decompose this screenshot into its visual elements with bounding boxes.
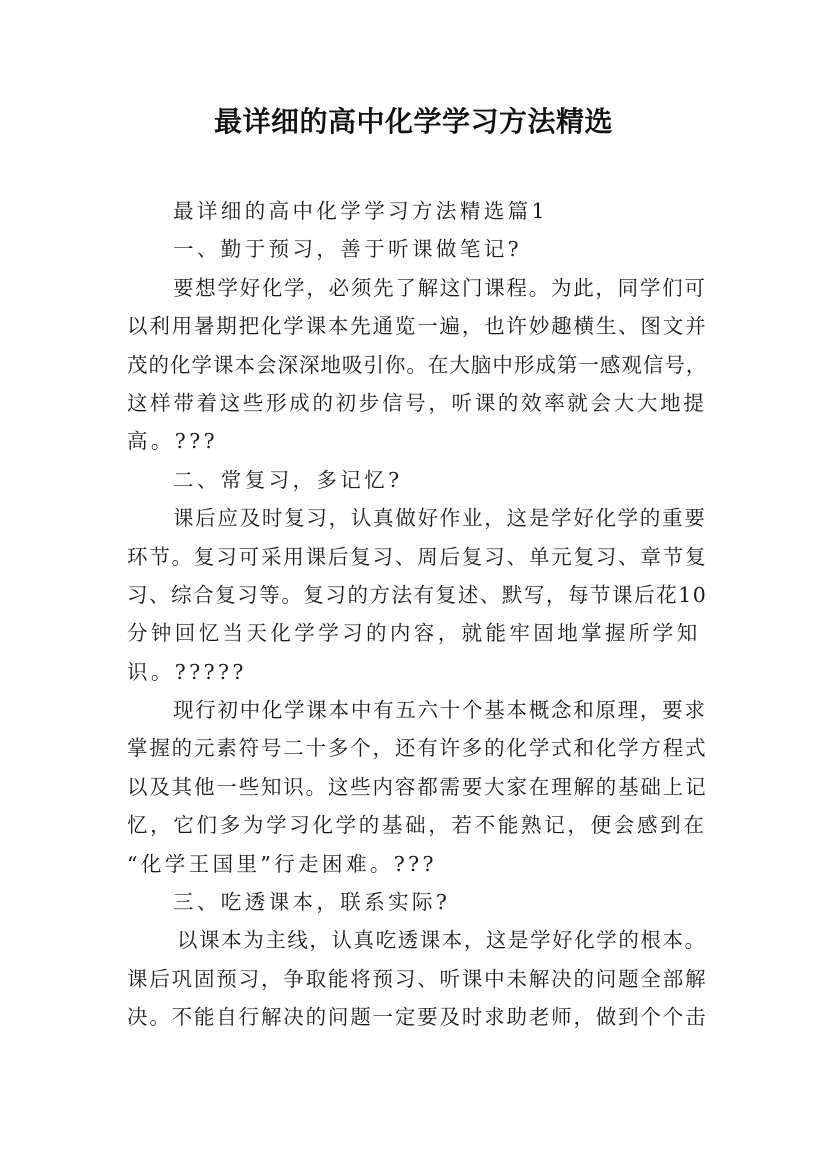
body-line: 环节。复习可采用课后复习、周后复习、单元复习、章节复 bbox=[127, 544, 708, 569]
body-line: 以课本为主线，认真吃透课本，这是学好化学的根本。 bbox=[177, 928, 707, 953]
body-line: 三、吃透课本，联系实际? bbox=[173, 890, 451, 915]
body-line: 二、常复习，多记忆? bbox=[173, 467, 403, 492]
body-line: “化学王国里”行走困难。??? bbox=[127, 851, 437, 876]
body-line: 一、勤于预习，善于听课做笔记? bbox=[173, 237, 522, 262]
body-line: 掌握的元素符号二十多个，还有许多的化学式和化学方程式 bbox=[127, 736, 708, 761]
body-line: 高。??? bbox=[127, 429, 218, 454]
body-line: 识。????? bbox=[127, 659, 247, 684]
body-line: 习、综合复习等。复习的方法有复述、默写，每节课后花10 bbox=[127, 582, 708, 607]
body-line: 现行初中化学课本中有五六十个基本概念和原理，要求 bbox=[173, 698, 707, 723]
document-title: 最详细的高中化学学习方法精选 bbox=[213, 105, 613, 138]
body-line: 以利用暑期把化学课本先通览一遍，也许妙趣横生、图文并 bbox=[127, 314, 708, 339]
body-line: 分钟回忆当天化学学习的内容，就能牢固地掌握所学知 bbox=[127, 621, 701, 646]
body-line: 要想学好化学，必须先了解这门课程。为此，同学们可 bbox=[173, 275, 707, 300]
body-line: 这样带着这些形成的初步信号，听课的效率就会大大地提 bbox=[127, 390, 707, 415]
body-line: 茂的化学课本会深深地吸引你。在大脑中形成第一感观信号， bbox=[127, 352, 708, 377]
document-body bbox=[127, 192, 707, 1037]
body-line: 以及其他一些知识。这些内容都需要大家在理解的基础上记 bbox=[127, 774, 708, 799]
body-line: 最详细的高中化学学习方法精选篇1 bbox=[173, 199, 548, 223]
body-line: 课后应及时复习，认真做好作业，这是学好化学的重要 bbox=[173, 506, 707, 531]
body-line: 决。不能自行解决的问题一定要及时求助老师，做到个个击 bbox=[127, 1005, 708, 1030]
body-line: 忆，它们多为学习化学的基础，若不能熟记，便会感到在 bbox=[127, 813, 707, 838]
body-line: 课后巩固预习，争取能将预习、听课中未解决的问题全部解 bbox=[127, 966, 708, 991]
